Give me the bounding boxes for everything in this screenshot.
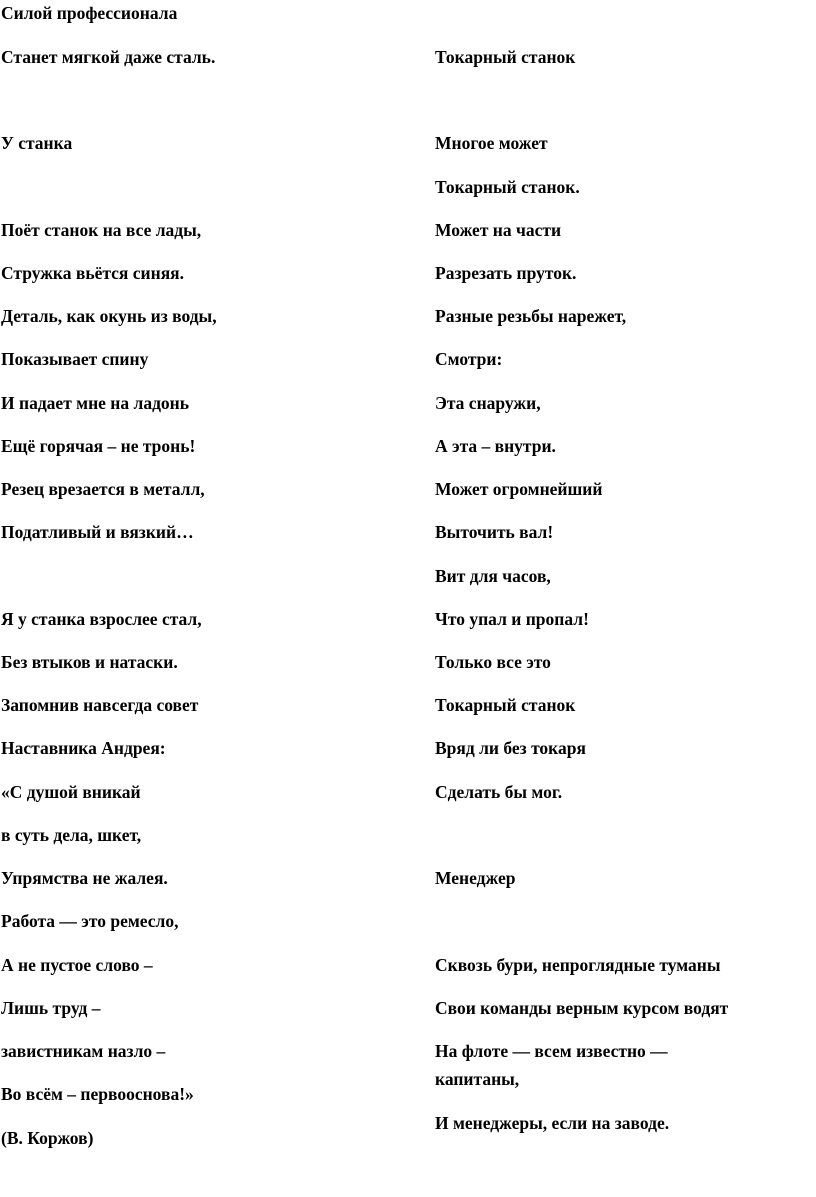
poem-line: «С душой вникай bbox=[1, 782, 141, 802]
poem-line: И падает мне на ладонь bbox=[1, 393, 190, 413]
poem-line: Многое может bbox=[435, 133, 548, 153]
poem-line: Стружка вьётся синяя. bbox=[1, 263, 185, 283]
poem-line: Станет мягкой даже сталь. bbox=[1, 47, 216, 67]
poem-line: Токарный станок bbox=[435, 695, 576, 715]
poem-line: Что упал и пропал! bbox=[435, 609, 589, 629]
poem-line: Наставника Андрея: bbox=[1, 738, 166, 758]
poem-line: Вит для часов, bbox=[435, 566, 551, 586]
poem-line: Я у станка взрослее стал, bbox=[1, 609, 202, 629]
poem-line: Выточить вал! bbox=[435, 522, 554, 542]
poem-line: Только все это bbox=[435, 652, 551, 672]
poem-line: капитаны, bbox=[435, 1069, 520, 1089]
poem-line: Свои команды верным курсом водят bbox=[435, 998, 729, 1018]
poem-heading: У станка bbox=[1, 133, 73, 153]
poem-line: И менеджеры, если на заводе. bbox=[435, 1113, 670, 1133]
poem-line: Вряд ли без токаря bbox=[435, 738, 586, 758]
poem-line: На флоте — всем известно — bbox=[435, 1041, 668, 1061]
poem-line: А не пустое слово – bbox=[1, 955, 153, 975]
poem-line: Может огромнейший bbox=[435, 479, 603, 499]
poem-line: Во всём – первооснова!» bbox=[1, 1084, 194, 1104]
poem-line: Упрямства не жалея. bbox=[1, 868, 168, 888]
poem-author: (В. Коржов) bbox=[1, 1128, 94, 1148]
poem-line: Разные резьбы нарежет, bbox=[435, 306, 627, 326]
poem-line: Сделать бы мог. bbox=[435, 782, 563, 802]
poem-line: Разрезать пруток. bbox=[435, 263, 577, 283]
poem-line: Эта снаружи, bbox=[435, 393, 541, 413]
poem-line: Может на части bbox=[435, 220, 562, 240]
poem-line: Смотри: bbox=[435, 349, 503, 369]
poem-line: Поёт станок на все лады, bbox=[1, 220, 202, 240]
poem-line: Работа — это ремесло, bbox=[1, 911, 179, 931]
poem-line: Резец врезается в металл, bbox=[1, 479, 205, 499]
poem-line: в суть дела, шкет, bbox=[1, 825, 142, 845]
poem-line: Без втыков и натаски. bbox=[1, 652, 178, 672]
poem-line: А эта – внутри. bbox=[435, 436, 556, 456]
poem-title-line: Силой профессионала bbox=[1, 3, 178, 23]
poem-line: Токарный станок. bbox=[435, 177, 580, 197]
poem-line: Деталь, как окунь из воды, bbox=[1, 306, 217, 326]
poem-heading: Токарный станок bbox=[435, 47, 576, 67]
poem-line: Показывает спину bbox=[1, 349, 149, 369]
poem-line: Ещё горячая – не тронь! bbox=[1, 436, 196, 456]
poem-line: Лишь труд – bbox=[1, 998, 101, 1018]
poem-line: Сквозь бури, непроглядные туманы bbox=[435, 955, 721, 975]
poem-line: Податливый и вязкий… bbox=[1, 522, 194, 542]
poem-line: Запомнив навсегда совет bbox=[1, 695, 199, 715]
poem-heading: Менеджер bbox=[435, 868, 516, 888]
poem-line: завистникам назло – bbox=[1, 1041, 166, 1061]
